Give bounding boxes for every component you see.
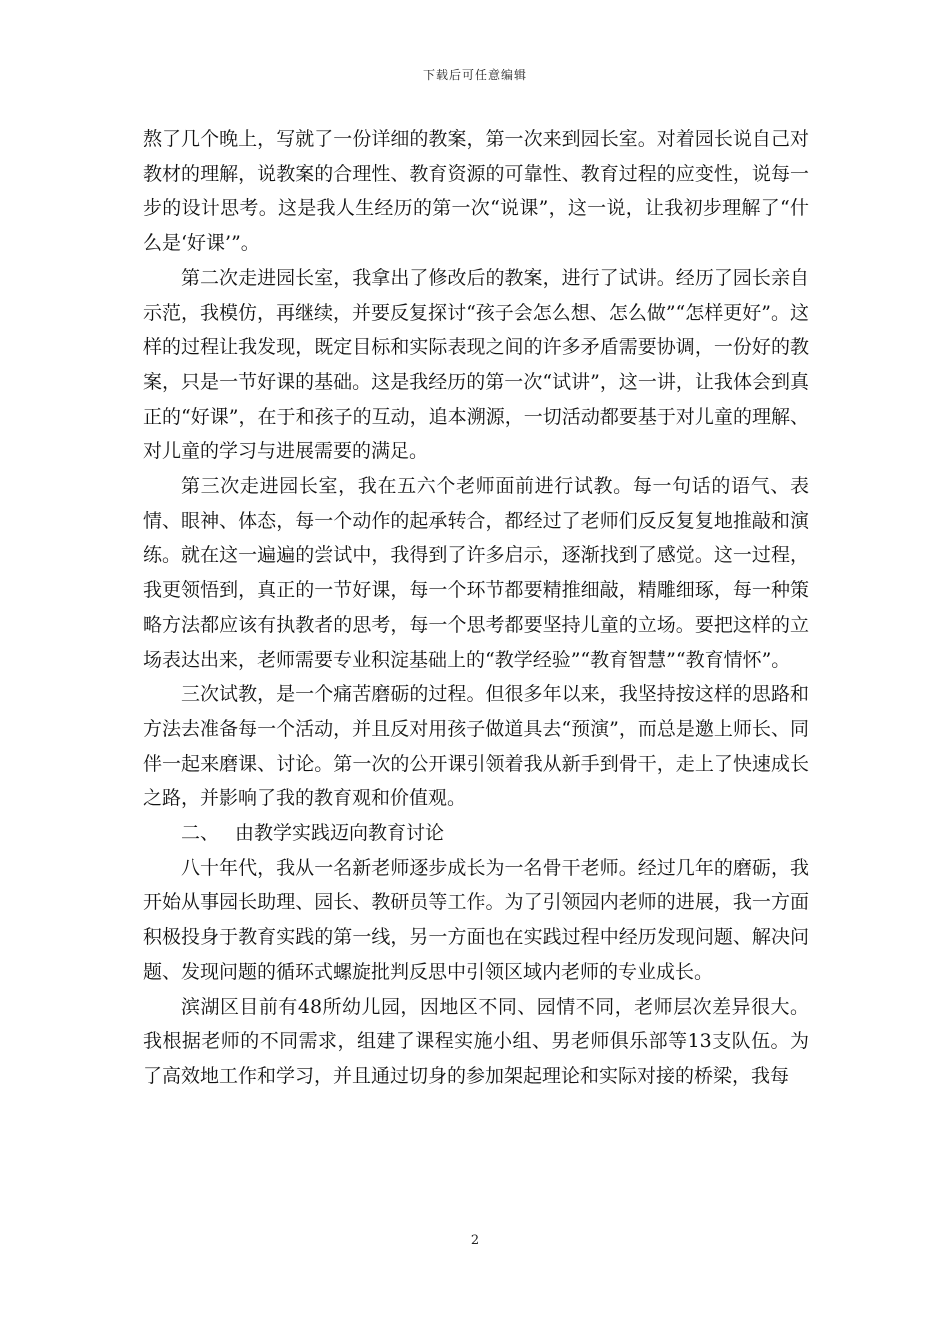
section-heading-number: 二、 — [181, 822, 220, 845]
section-heading — [143, 816, 809, 851]
page-header: 下载后可任意编辑 — [422, 68, 527, 82]
paragraph-4: 三次试教，是一个痛苦磨砺的过程。但很多年以来，我坚持按这样的思路和方法去准备每一个活动，并且反对用孩子做道具去“预演”，而总是邀上师长、同伴一起来磨课、讨论。第一次的公开课引领着我从新手到骨干，走上了快速成长之路，并影响了我的教育观和价值观。 — [143, 683, 809, 810]
paragraph-1: 熬了几个晚上，写就了一份详细的教案，第一次来到园长室。对着园长说自己对教材的理解，说教案的合理性、教育资源的可靠性、教育过程的应变性，说每一步的设计思考。这是我人生经历的第一次“说课”，这一说，让我初步理解了“什么是‘好课’”。 — [143, 128, 809, 255]
page-number: 2 — [470, 1233, 480, 1248]
document-body — [143, 122, 809, 1094]
paragraph-3: 第三次走进园长室，我在五六个老师面前进行试教。每一句话的语气、表情、眼神、体态，每一个动作的起承转合，都经过了老师们反反复复地推敲和演练。就在这一遍遍的尝试中，我得到了许多启示，逐渐找到了感觉。这一过程，我更领悟到，真正的一节好课，每一个环节都要精推细敲，精雕细琢，每一种策略方法都应该有执教者的思考，每一个思考都要坚持儿童的立场。要把这样的立场表达出来，老师需要专业积淀基础上的“教学经验”“教育智慧”“教育情怀”。 — [143, 475, 809, 671]
paragraph-6: 滨湖区目前有48所幼儿园，因地区不同、园情不同，老师层次差异很大。我根据老师的不同需求，组建了课程实施小组、男老师俱乐部等13支队伍。为了高效地工作和学习，并且通过切身的参加架起理论和实际对接的桥梁，我每 — [143, 995, 809, 1087]
paragraph-5: 八十年代，我从一名新老师逐步成长为一名骨干老师。经过几年的磨砺，我开始从事园长助理、园长、教研员等工作。为了引领园内老师的进展，我一方面积极投身于教育实践的第一线，另一方面也在实践过程中经历发现问题、解决问题、发现问题的循环式螺旋批判反思中引领区域内老师的专业成长。 — [143, 856, 809, 983]
paragraph-2: 第二次走进园长室，我拿出了修改后的教案，进行了试讲。经历了园长亲自示范，我模仿，再继续，并要反复探讨“孩子会怎么想、怎么做”“怎样更好”。这样的过程让我发现，既定目标和实际表现之间的许多矛盾需要协调，一份好的教案，只是一节好课的基础。这是我经历的第一次“试讲”，这一讲，让我体会到真正的“好课”，在于和孩子的互动，追本溯源，一切活动都要基于对儿童的理解、对儿童的学习与进展需要的满足。 — [143, 266, 809, 463]
section-heading-title: 由教学实践迈向教育讨论 — [235, 822, 445, 845]
